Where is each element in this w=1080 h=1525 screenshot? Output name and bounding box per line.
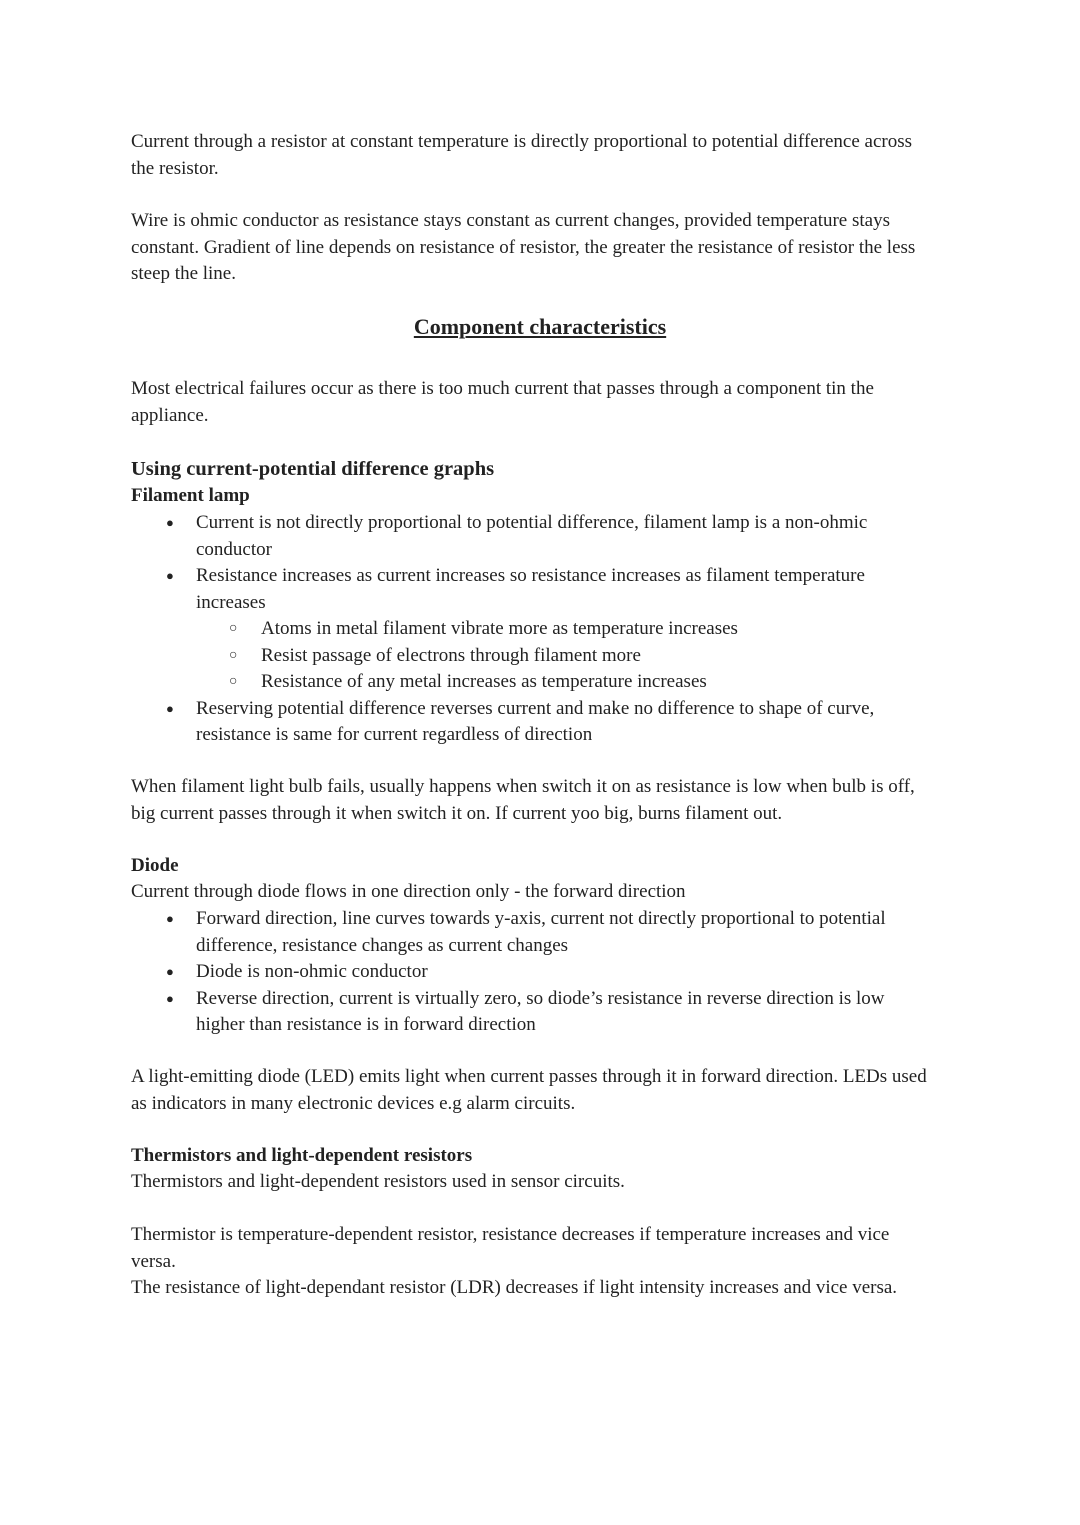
diode-bullet-list [131, 906, 931, 1039]
thermistor-paragraph: Thermistor is temperature-dependent resistor, resistance decreases if temperature increases and vice versa. [131, 1224, 890, 1272]
list-item: ● Reverse direction, current is virtually zero, so diode’s resistance in reverse direction is low higher than resistance is in forward direction [131, 986, 931, 1039]
list-item: ● Reserving potential difference reverses current and make no difference to shape of curve, resistance is same for current regardless of direction [131, 696, 931, 749]
diode-heading: Diode [131, 855, 179, 876]
intro-paragraph-1: Current through a resistor at constant temperature is directly proportional to potential difference across the resistor. [131, 131, 913, 179]
sensors-heading: Thermistors and light-dependent resistors [131, 1145, 473, 1166]
intro-paragraph-2: Wire is ohmic conductor as resistance stays constant as current changes, provided temperature stays constant. Gradient of line depends on resistance of resistor, the greater the resistance of resistor the less steep the line. [131, 210, 916, 284]
list-item: ○ Atoms in metal filament vibrate more as temperature increases [131, 616, 931, 643]
list-item: ○ Resistance of any metal increases as temperature increases [131, 669, 931, 696]
sensors-intro: Thermistors and light-dependent resistors used in sensor circuits. [131, 1171, 625, 1192]
ldr-paragraph: The resistance of light-dependant resistor (LDR) decreases if light intensity increases and vice versa. [131, 1277, 898, 1298]
list-item: ● Resistance increases as current increases so resistance increases as filament temperature increases [131, 563, 931, 616]
failures-paragraph: Most electrical failures occur as there is too much current that passes through a component tin the appliance. [131, 378, 874, 426]
list-item: ● Diode is non-ohmic conductor [131, 959, 931, 986]
led-paragraph: A light-emitting diode (LED) emits light when current passes through it in forward direction. LEDs used as indicators in many electronic devices e.g alarm circuits. [131, 1066, 927, 1114]
filament-bullet-list [131, 510, 931, 749]
list-item: ● Forward direction, line curves towards y-axis, current not directly proportional to potential difference, resistance changes as current changes [131, 906, 931, 959]
list-item: ○ Resist passage of electrons through filament more [131, 643, 931, 670]
filament-failure-paragraph: When filament light bulb fails, usually happens when switch it on as resistance is low when bulb is off, big current passes through it when switch it on. If current yoo big, burns filament out. [131, 776, 915, 824]
diode-intro: Current through diode flows in one direction only - the forward direction [131, 881, 686, 902]
filament-heading: Filament lamp [131, 485, 250, 506]
list-item: ● Current is not directly proportional to potential difference, filament lamp is a non-ohmic conductor [131, 510, 931, 563]
section-title: Component characteristics [413, 314, 667, 339]
graphs-heading: Using current-potential difference graphs [131, 458, 495, 480]
